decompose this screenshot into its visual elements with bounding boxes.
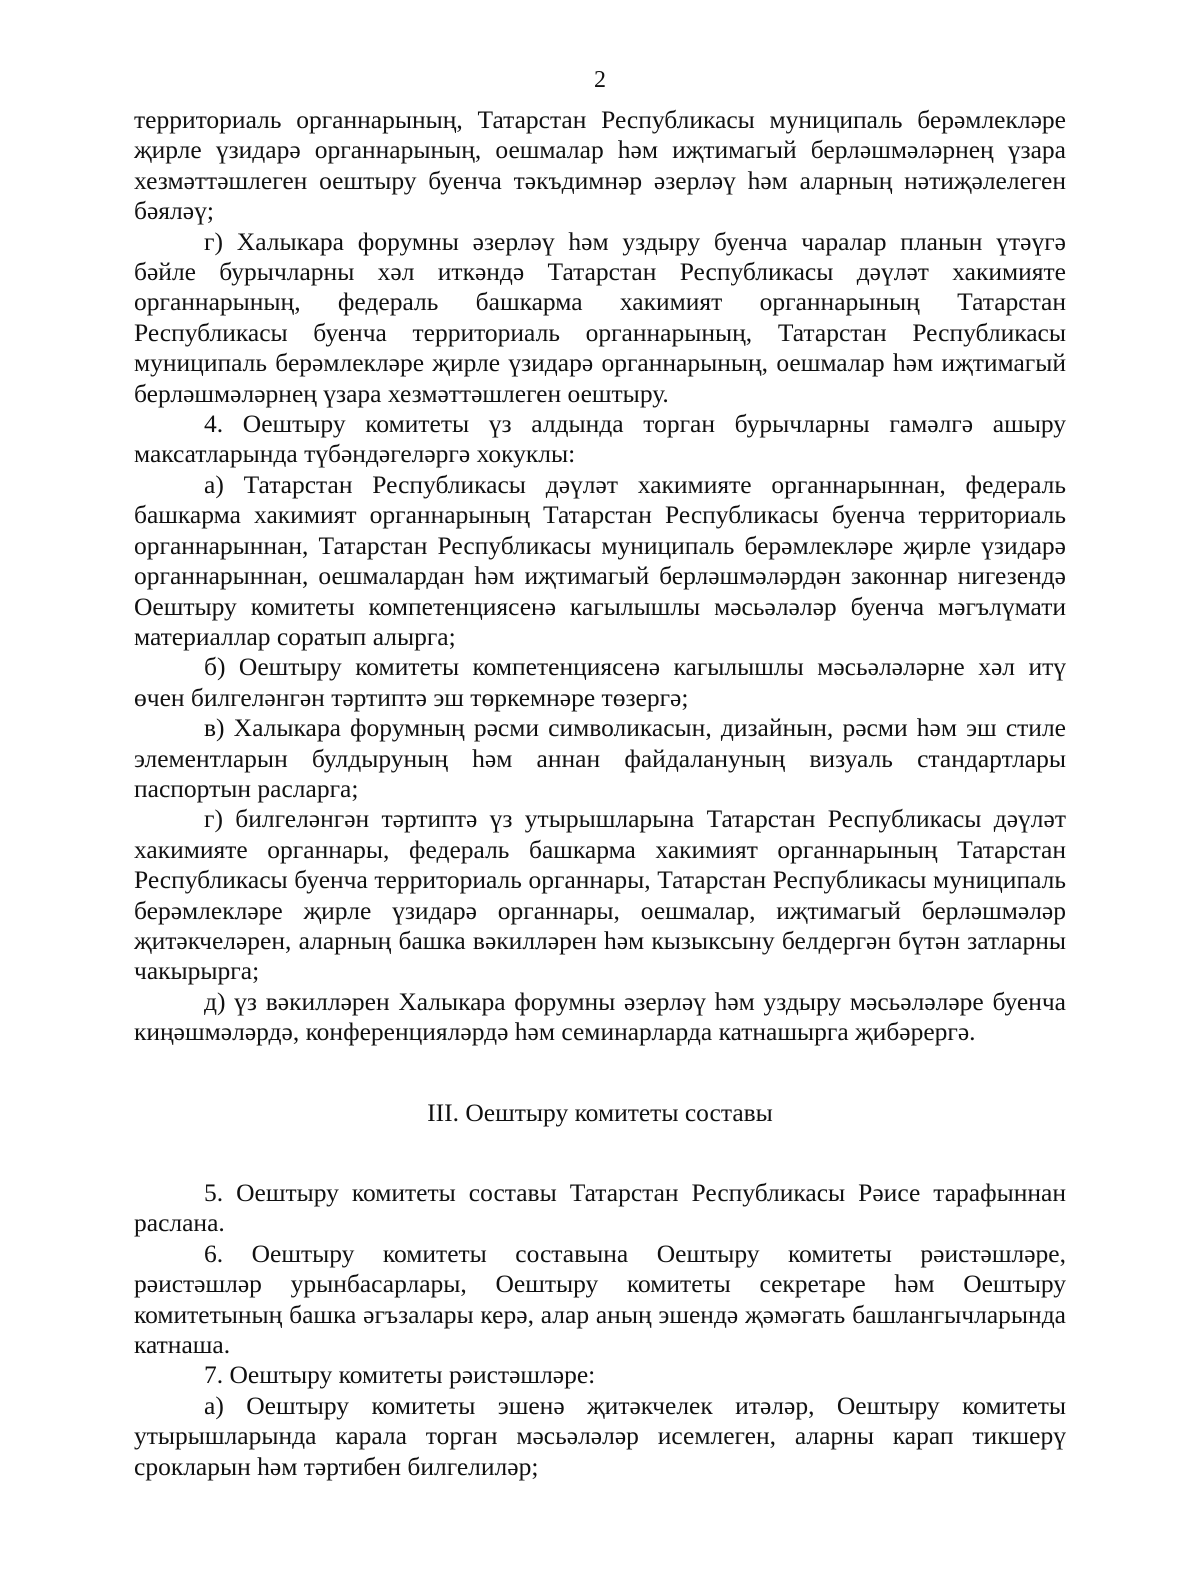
document-body	[134, 105, 1066, 1482]
paragraph-item-g-2: г) билгеләнгән тәртиптә үз утырышларына Татарстан Республикасы дәүләт хакимияте органнары, федераль башкарма хакимият органнарының Татарстан Республикасы буенча территориаль органнары, Татарстан Республикасы муниципаль берәмлекләре җирле үзидарә органнары, оешмалар, иҗтимагый берләшмәләр җитәкчеләрен, аларның башка вәкилләрен һәм кызыксыну белдергән бүтән затларны чакырырга;	[134, 804, 1066, 986]
paragraph-clause-5: 5. Оештыру комитеты составы Татарстан Республикасы Рәисе тарафыннан раслана.	[134, 1178, 1066, 1238]
paragraph-item-g-1: г) Халыкара форумны әзерләү һәм уздыру буенча чаралар планын үтәүгә бәйле бурычларны хәл иткәндә Татарстан Республикасы дәүләт хакимияте органнарының, федераль башкарма хакимият органнарының Татарстан Республикасы буенча территориаль органнарының, Татарстан Республикасы муниципаль берәмлекләре җирле үзидарә органнарының, оешмалар һәм иҗтимагый берләшмәләрнең үзара хезмәттәшлеген оештыру.	[134, 226, 1066, 408]
section-heading: III. Оештыру комитеты составы	[427, 1097, 773, 1127]
paragraph-item-a: а) Татарстан Республикасы дәүләт хакимияте органнарыннан, федераль башкарма хакимият органнарының Татарстан Республикасы буенча территориаль органнарыннан, Татарстан Республикасы муниципаль берәмлекләре җирле үзидарә органнарыннан, оешмалардан һәм иҗтимагый берләшмәләрдән законнар нигезендә Оештыру комитеты компетенциясенә кагылышлы мәсьәләләр буенча мәгълүмати материаллар соратып алырга;	[134, 469, 1066, 651]
paragraph-clause-4: 4. Оештыру комитеты үз алдында торган бурычларны гамәлгә ашыру максатларында түбәндәгеләргә хокуклы:	[134, 409, 1066, 469]
paragraph-clause-6: 6. Оештыру комитеты составына Оештыру комитеты рәистәшләре, рәистәшләр урынбасарлары, Оештыру комитеты секретаре һәм Оештыру комитетының башка әгъзалары керә, алар аның эшендә җәмәгать башлангычларында катнаша.	[134, 1238, 1066, 1360]
paragraph-clause-7-item-a: а) Оештыру комитеты эшенә җитәкчелек итәләр, Оештыру комитеты утырышларында карала торган мәсьәләләр исемлеген, аларны карап тикшерү срокларын һәм тәртибен билгелиләр;	[134, 1390, 1066, 1481]
page-number: 2	[594, 67, 606, 93]
paragraph-item-d: д) үз вәкилләрен Халыкара форумны әзерләү һәм уздыру мәсьәләләре буенча киңәшмәләрдә, конференцияләрдә һәм семинарларда катнашырга җибәрергә.	[134, 986, 1066, 1047]
paragraph-item-b: б) Оештыру комитеты компетенциясенә кагылышлы мәсьәләләрне хәл итү өчен билгеләнгән тәртиптә эш төркемнәре төзергә;	[134, 652, 1066, 712]
paragraph-item-v: в) Халыкара форумның рәсми символикасын, дизайнын, рәсми һәм эш стиле элементларын булдыруның һәм аннан файдалануның визуаль стандартлары паспортын расларга;	[134, 713, 1066, 803]
paragraph-continuation: территориаль органнарының, Татарстан Республикасы муниципаль берәмлекләре җирле үзидарә органнарының, оешмалар һәм иҗтимагый берләшмәләрнең үзара хезмәттәшлеген оештыру буенча тәкъдимнәр әзерләү һәм аларның нәтиҗәлелеген бәяләү;	[134, 105, 1066, 226]
paragraph-clause-7: 7. Оештыру комитеты рәистәшләре:	[204, 1360, 596, 1390]
